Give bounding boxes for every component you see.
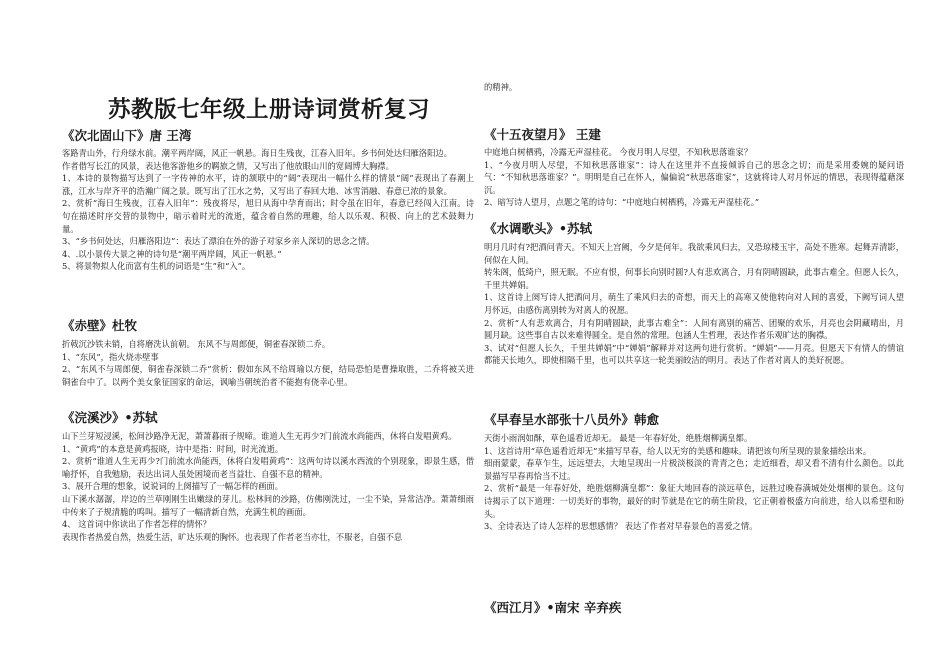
analysis-paragraph: 2、赏析“海日生残夜，江春入旧年”：残夜将尽，旭日从海中孕育而出；时令虽在旧年，春意已经闯入江南。诗句在描述时序交替的景物中，暗示着时光的流逝，蕴含着自然的理趣，给人以乐观、积极、向上的艺术鼓舞力量。 [62, 198, 474, 234]
analysis-paragraph: 1、“今夜月明人尽望，不知秋思落谁家”：诗人在这里并不直接倾诉自己的思念之切；而是采用委婉的疑问语气：“不知秋思落谁家？”。明明是自己在怀人，偏偏说“秋思落谁家”，这就将诗人对月怀远的情思，表现得蕴藉深沉。 [484, 159, 904, 195]
analysis-paragraph: 2、赏析“最是一年春好处，绝胜烟柳满皇都”：象征大地回春的淡远草色，远胜过晚春满城处处烟柳的景色。这句诗揭示了以下道理：一切美好的事物，最好的时节就是在它的萌生阶段，它正朝着极盛方向前进，给人以希望和盼头。 [484, 483, 904, 519]
poem-text: 折戟沉沙铁未销，自将磨洗认前朝。 东风不与周郎便，铜雀春深锁二乔。 [62, 339, 331, 349]
analysis-paragraph: 2、赏析“谁道人生无再少?门前流水尚能西，休将白发唱黄鸡”：这两句诗以溪水西流的个别现象，即景生感，借喻抒怀，自我勉励，表达出词人虽处困境而老当益壮、自强不息的精神。 [62, 456, 474, 479]
page-title: 苏教版七年级上册诗词赏析复习 [108, 97, 431, 123]
analysis-paragraph: 3、“乡书何处达，归雁洛阳边”：表达了漂泊在外的游子对家乡亲人深切的思念之情。 [62, 236, 375, 247]
analysis-paragraph: 2、“东风不与周郎便，铜雀春深锁二乔”赏析：假如东风不给周瑜以方便，结局恐怕是曹操取胜，二乔将被关进铜雀台中了。以两个美女象征国家的命运，讽喻当朝统治者不能抱有侥幸心里。 [62, 364, 474, 387]
analysis-paragraph: 1、“东风”，指火烧赤壁事 [62, 351, 159, 362]
analysis-paragraph: 1、这首诗上阕写诗人把酒问月，萌生了乘风归去的奇想，而天上的高寒又使他转向对人间的喜爱，下阙写词人望月怀远，由感伤离别转为对离人的祝愿。 [484, 292, 904, 315]
analysis-paragraph: 1、“黄鸡”的本意是黄鸡报晓，诗中是指：时间，时光流逝。 [62, 443, 284, 454]
poem-section-shiwuyewangyue [484, 127, 904, 209]
analysis-paragraph: 细雨蒙蒙，春草乍生，远远望去，大地呈现出一片极淡极淡的青青之色；走近细看，却又看不清有什么颜色。以此景描写早春再恰当不过。 [484, 458, 904, 481]
analysis-paragraph: 山下溪水潺潺，岸边的兰草刚刚生出嫩绿的芽儿。松林间的沙路，仿佛刚洗过，一尘不染，异常洁净。萧萧细雨中传来了子规清脆的鸣叫。描写了一幅清新自然，充满生机的画面。 [62, 493, 474, 517]
poem-section-shuidiaogetou [484, 221, 904, 367]
poem-heading: 《赤壁》杜牧 [62, 318, 138, 333]
analysis-paragraph: 1、这首诗用“草色遥看近却无”来描写早春，给人以无穷的美感和趣味。请把该句所呈现的景象描绘出来。 [484, 445, 872, 456]
analysis-paragraph: 2、赏析“人有悲欢离合，月有阴晴圆缺，此事古难全”：人间有离别的痛苦、团聚的欢乐，月亮也会阴藏晴出，月圆月缺。这些事自古以来难得圆全。是自然的常理。包涵人生哲理，表达作者乐观旷达的胸襟。 [484, 317, 904, 341]
poem-text: 山下兰芽短浸溪，松间沙路净无泥，萧萧暮雨子规啼。谁道人生无再少?门前流水尚能西，休将白发唱黄鸡。 [62, 431, 457, 441]
analysis-paragraph: 1、本诗的景物描写达到了一字传神的水平，诗的颔联中的“阔”表现出一幅什么样的情景“阔”表现出了春潮上涨，江水与岸齐平的浩瀚广阔之景。既写出了江水之势，又写出了春回大地、冰雪消融、春意已浓的景象。 [62, 173, 474, 196]
poem-section-xijiangyue [484, 600, 904, 616]
analysis-paragraph: 4、.以小景传大景之神的诗句是“潮平两岸阔，风正一帆悬。” [62, 248, 282, 259]
analysis-paragraph: 3、展开合理的想象，说说词的上阕描写了一幅怎样的画面。 [62, 481, 283, 492]
poem-heading: 《水调歌头》•苏轼 [484, 221, 592, 236]
analysis-paragraph: 5、将景物拟人化而富有生机的词语是“生”和“入”。 [62, 261, 251, 272]
poem-text: 中庭地白树栖鸦，冷露无声湿桂花。 今夜月明人尽望，不知秋思落谁家？ [484, 147, 753, 157]
poem-heading: 《浣溪沙》•苏轼 [62, 410, 158, 425]
continuation-text: 的精神。 [484, 82, 518, 92]
poem-text: 明月几时有?把酒问青天。不知天上宫阙，今夕是何年。我欲乘风归去，又恐琼楼玉宇，高处不胜寒。起舞弄清影，何似在人间。 [484, 242, 904, 265]
poem-heading: 《早春呈水部张十八员外》韩愈 [484, 412, 660, 427]
poem-section-huanxisha [62, 410, 474, 543]
poem-section-chibi [62, 318, 474, 388]
poem-heading: 《十五夜望月》 王建 [484, 127, 601, 142]
poem-heading: 《次北固山下》唐 王湾 [62, 128, 192, 143]
poem-text: 转朱阁，低绮户，照无眠。不应有恨，何事长向别时圆?人有悲欢离合，月有阴晴圆缺，此事古难全。但愿人长久，千里共婵娟。 [484, 267, 904, 290]
poem-section-zaochun [484, 412, 904, 533]
poem-section-cibeigushan [62, 128, 474, 273]
poem-text: 客路青山外，行舟绿水前。潮平两岸阔，风正一帆悬。海日生残夜，江春入旧年。乡书何处达归雁洛阳边。 [62, 148, 452, 158]
analysis-paragraph: 2、暗写诗人望月，点题之笔的诗句：“中庭地白树栖鸦，冷露无声湿桂花。” [484, 197, 760, 208]
analysis-paragraph: 表现作者热爱自然，热爱生活，旷达乐观的胸怀。也表现了作者老当亦壮，不服老，自强不息 [62, 531, 403, 542]
analysis-paragraph: 3、全诗表达了诗人怎样的思想感情？ 表达了作者对早春景色的喜爱之情。 [484, 521, 758, 532]
poem-heading: 《西江月》•南宋 辛弃疾 [484, 600, 622, 615]
analysis-paragraph: 4、 这首词中你读出了作者怎样的情怀？ [62, 519, 211, 530]
poem-text: 天街小雨润如酥，草色遥看近却无。 最是一年春好处，绝胜烟柳满皇都。 [484, 433, 753, 443]
analysis-paragraph: 作者借写长江的风景，表达他客游他乡的羁旅之情，又写出了他放眼山川的宽阔博大胸襟。 [62, 160, 394, 171]
analysis-paragraph: 3、试对“但愿人长久，千里共婵娟”中“婵娟”解释并对这两句进行赏析。“婵娟”——月亮。但愿天下有情人的情谊都能天长地久，即使相隔千里，也可以共享这一轮美丽皎洁的明月。表达了作者对离人的美好祝愿。 [484, 342, 904, 366]
